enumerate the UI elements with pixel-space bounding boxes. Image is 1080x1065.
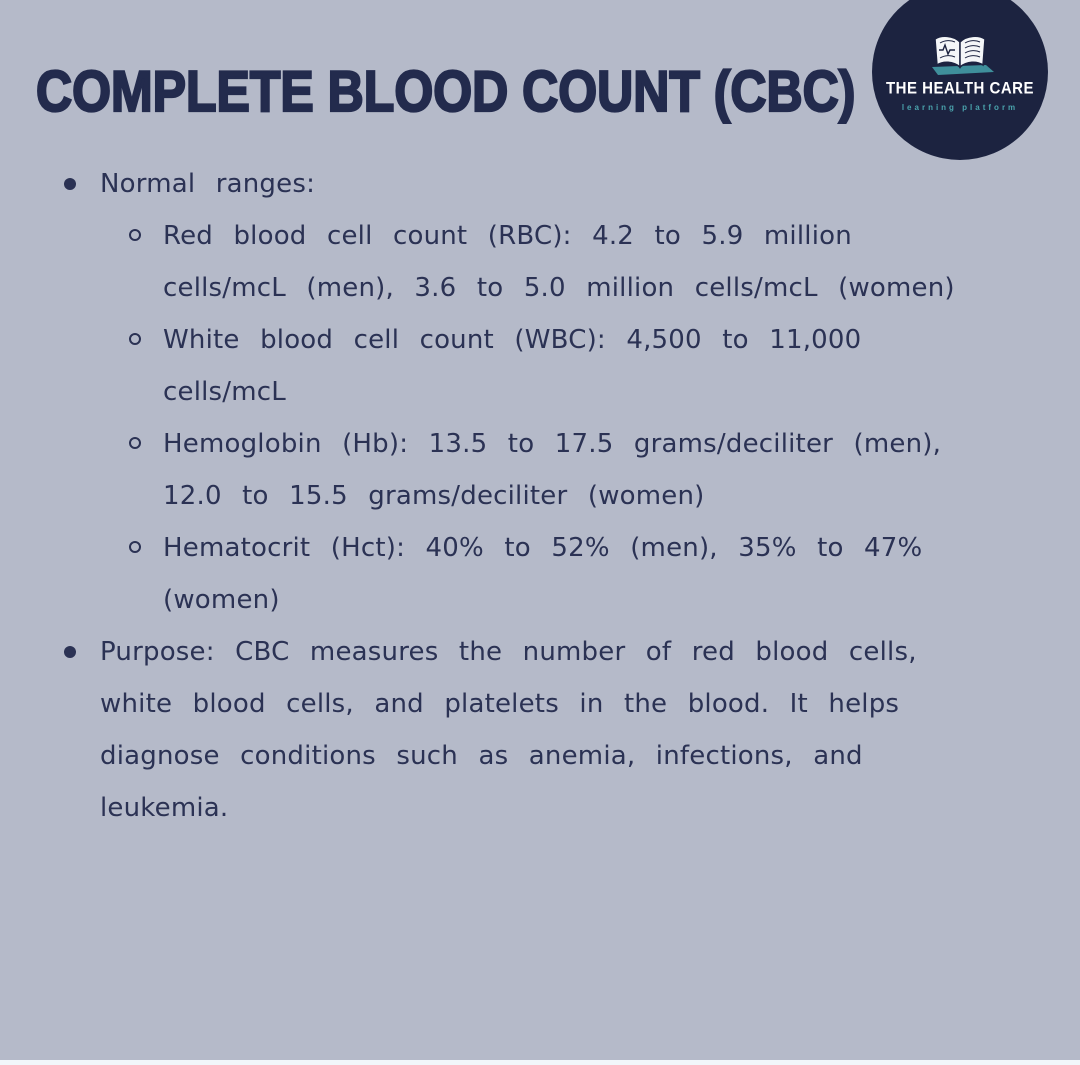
open-book-icon (924, 30, 996, 78)
list-item-label: Normal ranges: (100, 169, 316, 199)
list-item-wbc (163, 314, 963, 418)
filled-bullet-icon (64, 178, 76, 190)
page-title: COMPLETE BLOOD COUNT (CBC) (36, 59, 856, 124)
bottom-edge-strip (0, 1060, 1080, 1065)
logo-brand-name: THE HEALTH CARE (885, 79, 1035, 98)
list-item-hemoglobin (163, 418, 963, 522)
open-bullet-icon (129, 541, 141, 553)
list-item-normal-ranges (100, 158, 970, 626)
list-item-label: White blood cell count (WBC): 4,500 to 11,000 cells/mcL (163, 325, 862, 407)
list-item-label: Purpose: CBC measures the number of red blood cells, white blood cells, and platelets in the blood. It helps diagnose conditions such as anemia, infections, and leukemia. (100, 637, 917, 823)
health-care-logo (872, 0, 1048, 160)
list-item-label: Red blood cell count (RBC): 4.2 to 5.9 million cells/mcL (men), 3.6 to 5.0 million cells/mcL (women) (163, 221, 955, 303)
body-content (100, 158, 970, 834)
list-item-hematocrit (163, 522, 963, 626)
open-bullet-icon (129, 333, 141, 345)
list-item-label: Hematocrit (Hct): 40% to 52% (men), 35% to 47% (women) (163, 533, 923, 615)
logo-tagline: learning platform (901, 103, 1019, 112)
list-item-label: Hemoglobin (Hb): 13.5 to 17.5 grams/deciliter (men), 12.0 to 15.5 grams/deciliter (women) (163, 429, 942, 511)
open-bullet-icon (129, 437, 141, 449)
bullet-list (100, 158, 970, 834)
list-item-purpose (100, 626, 970, 834)
filled-bullet-icon (64, 646, 76, 658)
sub-bullet-list (163, 210, 963, 626)
list-item-rbc (163, 210, 963, 314)
open-bullet-icon (129, 229, 141, 241)
